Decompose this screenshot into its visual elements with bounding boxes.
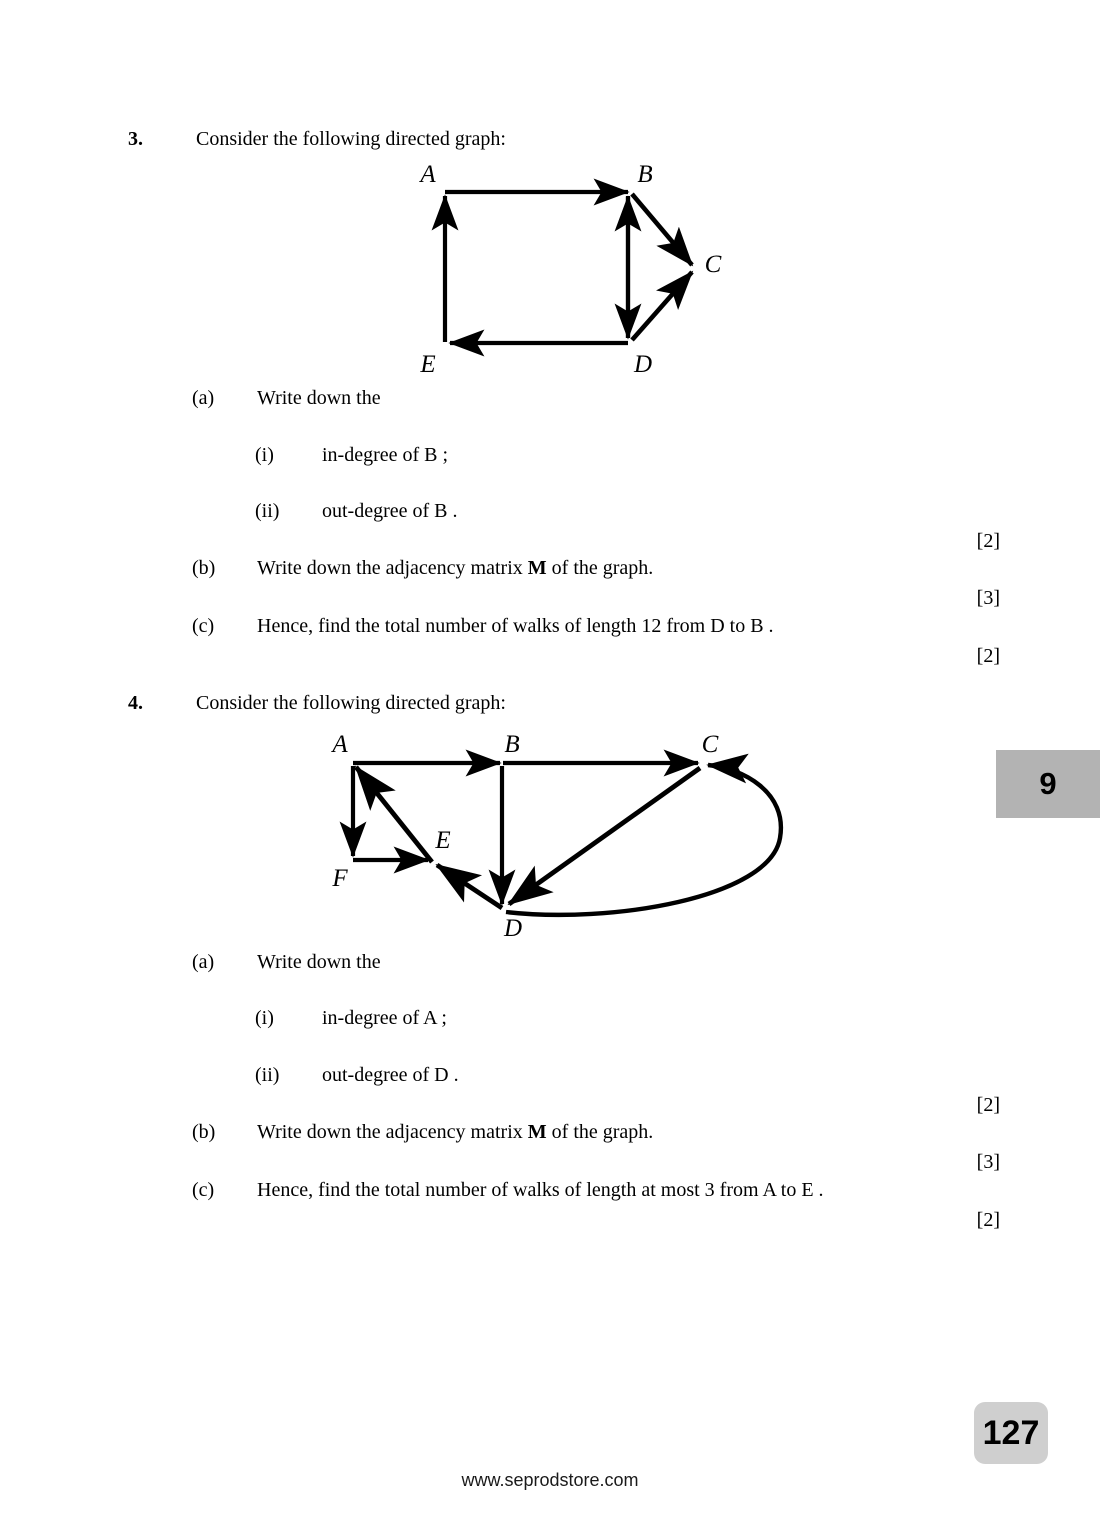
q4-part-a-label: (a) (192, 951, 215, 973)
edge-D-to-C (632, 272, 692, 340)
footer-url: www.seprodstore.com (461, 1470, 639, 1490)
q4-part-b-text: Write down the adjacency matrix M of the graph. (257, 1121, 654, 1143)
question-4-stem: Consider the following directed graph: (196, 692, 506, 714)
q4-part-ai-label: (i) (255, 1007, 274, 1029)
q3-marks-a: [2] (976, 530, 1000, 552)
q4-marks-b: [3] (976, 1151, 1000, 1173)
question-3-stem: Consider the following directed graph: (196, 128, 506, 150)
q4-part-ai-text: in-degree of A ; (322, 1007, 447, 1029)
q3-part-b-text: Write down the adjacency matrix M of the graph. (257, 557, 654, 579)
node-label-A: A (332, 731, 348, 758)
edge-D-to-E (437, 865, 502, 908)
q3-part-a-label: (a) (192, 387, 215, 409)
q4-part-c-label: (c) (192, 1179, 215, 1201)
q3-part-c-text: Hence, find the total number of walks of length 12 from D to B . (257, 615, 774, 637)
q4-part-a-text: Write down the (257, 951, 381, 973)
q3-part-b-label: (b) (192, 557, 216, 579)
q3-marks-c: [2] (976, 645, 1000, 667)
q3-part-ai-label: (i) (255, 444, 274, 466)
q4-marks-a: [2] (976, 1094, 1000, 1116)
edge-E-to-A (356, 767, 432, 862)
directed-graph-4 (310, 728, 830, 943)
q3-marks-b: [3] (976, 587, 1000, 609)
q4-part-c-text: Hence, find the total number of walks of length at most 3 from A to E . (257, 1179, 824, 1201)
q4-part-b-label: (b) (192, 1121, 216, 1143)
question-3-graph-figure (400, 160, 740, 378)
q4-marks-c: [2] (976, 1209, 1000, 1231)
node-label-A: A (420, 161, 436, 188)
question-4-graph-figure (310, 728, 830, 943)
q3-part-a-text: Write down the (257, 387, 381, 409)
q3-part-c-label: (c) (192, 615, 215, 637)
q3-part-aii-label: (ii) (255, 500, 280, 522)
edge-D-to-C-curved (506, 765, 781, 915)
node-label-C: C (704, 251, 722, 278)
page-number-badge: 127 (974, 1402, 1048, 1464)
edge-B-to-C (632, 194, 692, 265)
node-label-F: F (332, 865, 348, 892)
node-label-C: C (701, 731, 719, 758)
q3-part-ai-text: in-degree of B ; (322, 444, 449, 466)
q4-part-aii-text: out-degree of D . (322, 1064, 459, 1086)
question-3-number: 3. (128, 128, 143, 150)
node-label-B: B (504, 731, 520, 758)
node-label-D: D (503, 915, 523, 942)
node-label-E: E (435, 827, 451, 854)
node-label-D: D (633, 351, 653, 378)
question-4-number: 4. (128, 692, 143, 714)
edge-C-to-D (509, 768, 700, 904)
q4-part-aii-label: (ii) (255, 1064, 280, 1086)
node-label-B: B (637, 161, 653, 188)
node-label-E: E (420, 351, 436, 378)
chapter-tab: 9 (996, 750, 1100, 818)
directed-graph-3 (400, 160, 740, 378)
q3-part-aii-text: out-degree of B . (322, 500, 458, 522)
